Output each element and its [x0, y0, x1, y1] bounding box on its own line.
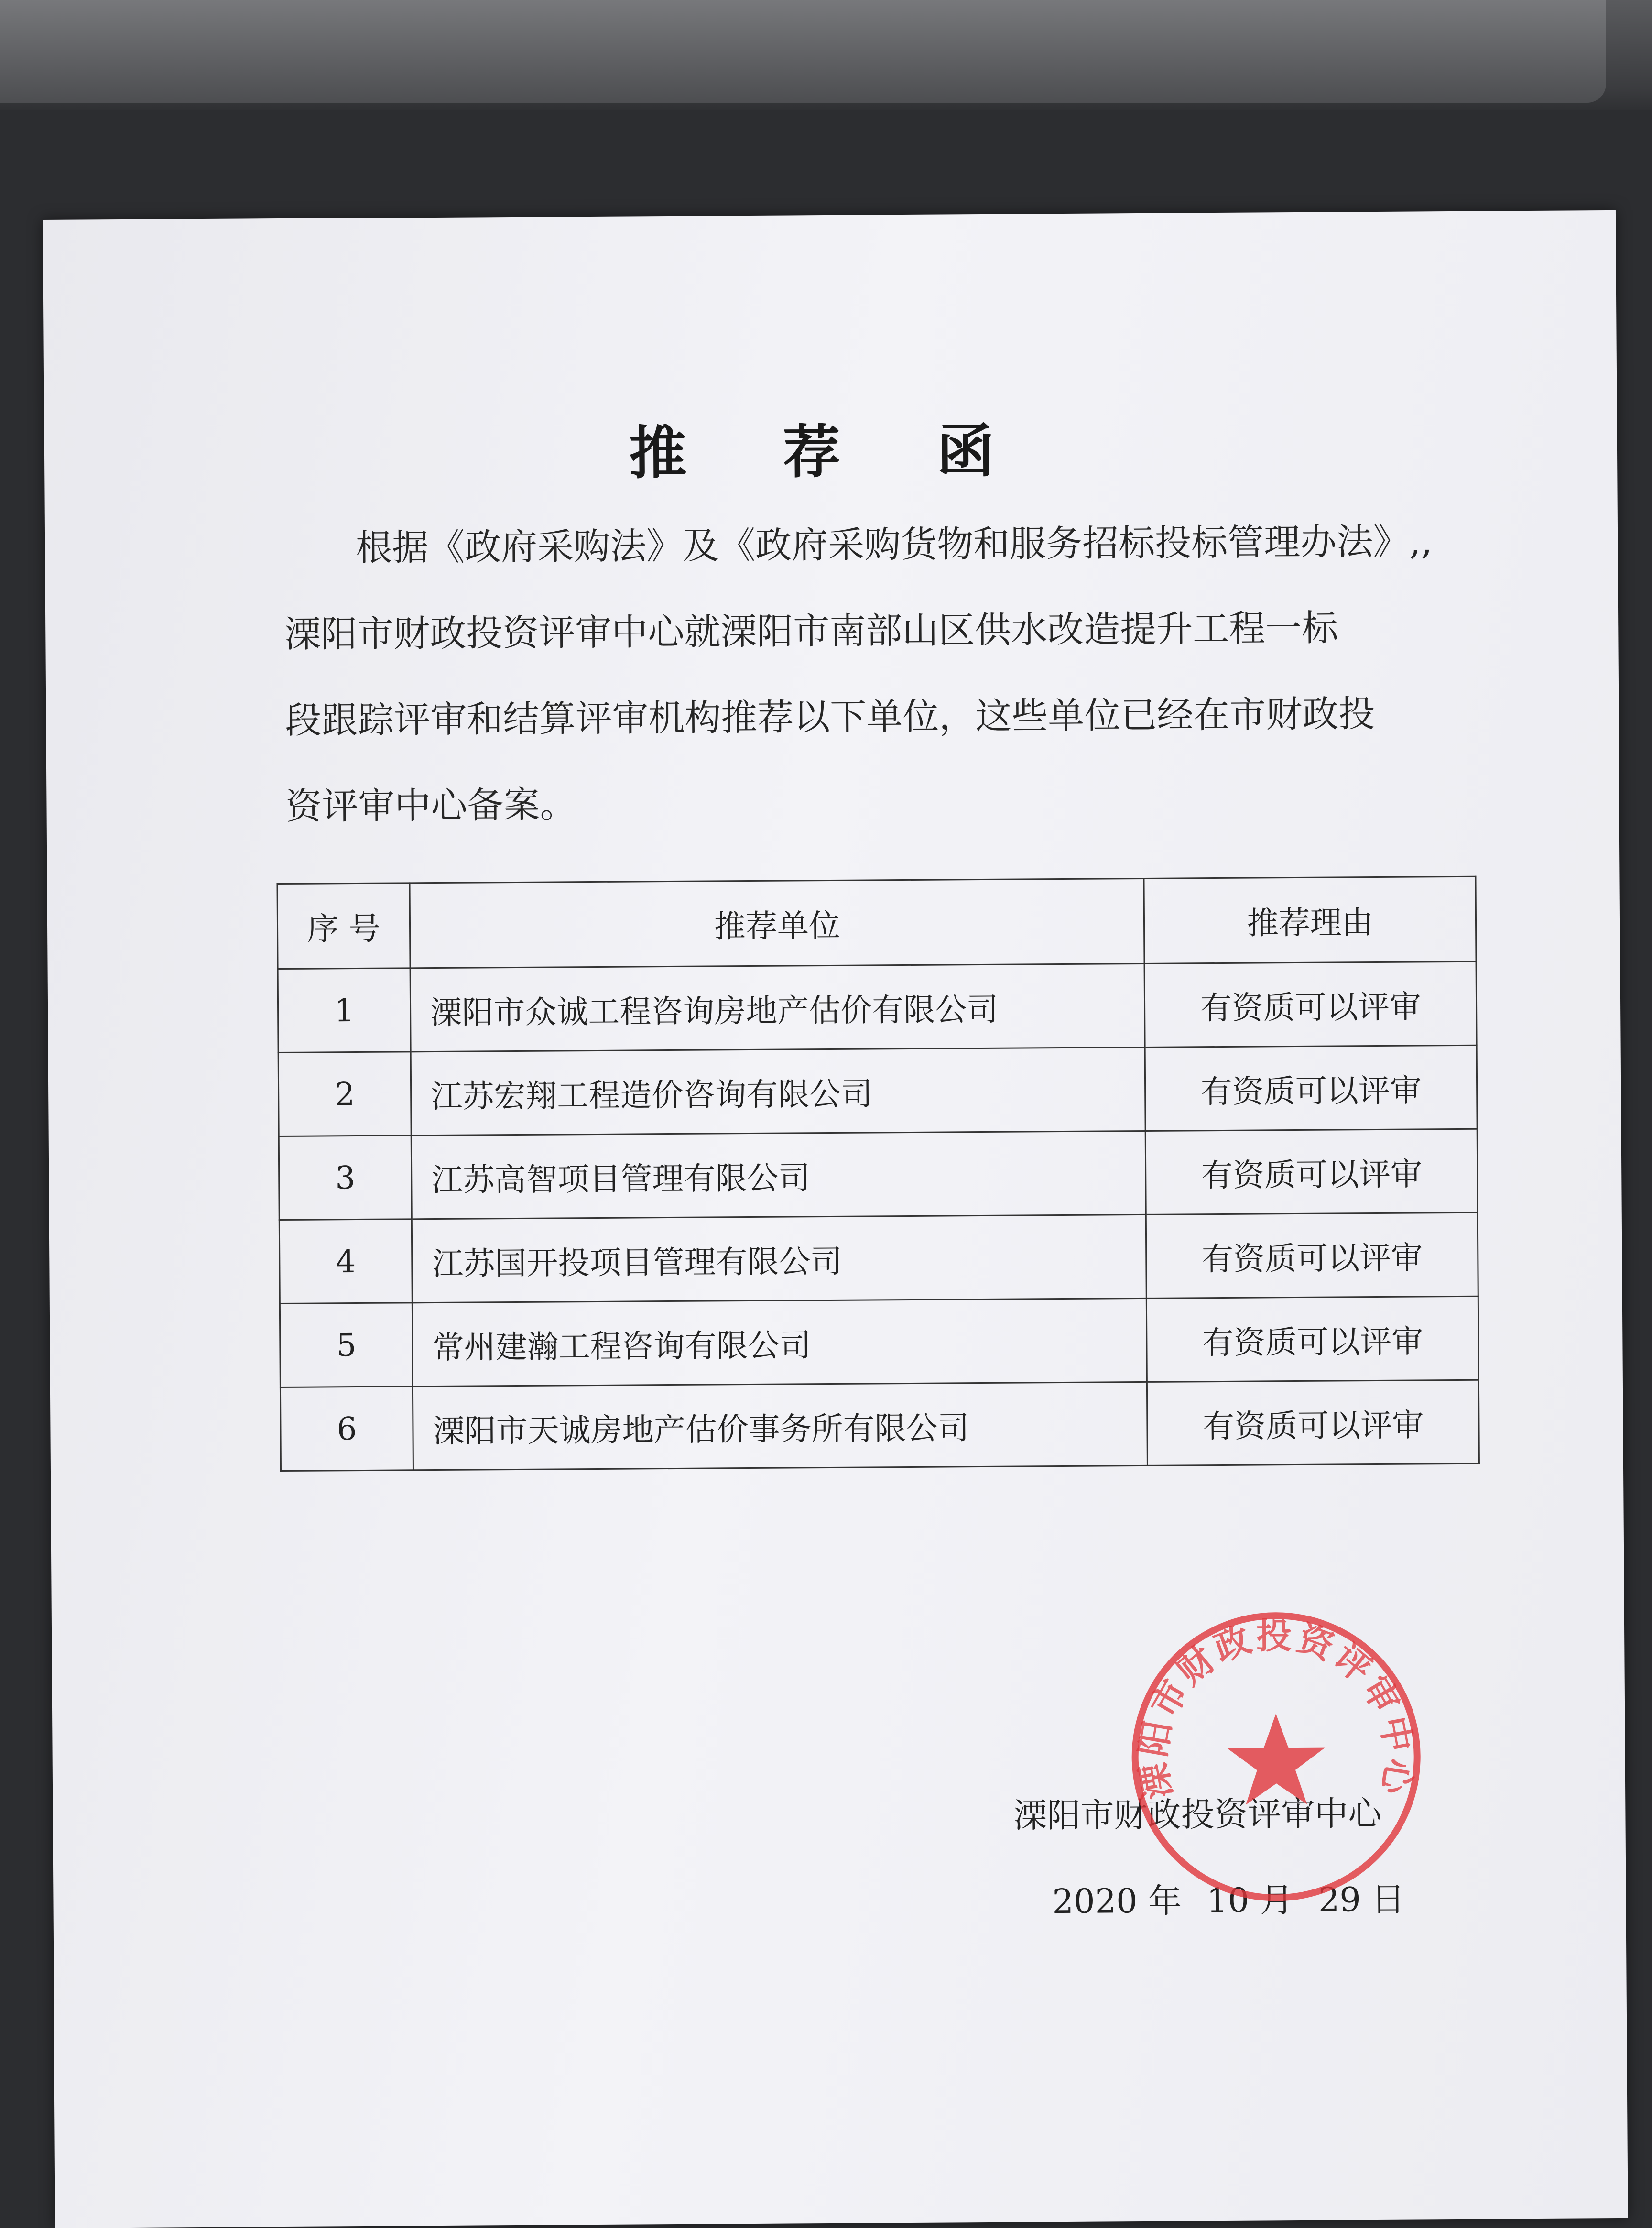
cell-seq: 4	[279, 1219, 412, 1304]
table-row	[280, 1296, 1478, 1387]
cell-reason: 有资质可以评审	[1147, 1296, 1479, 1382]
table-header-row	[277, 876, 1476, 969]
date-year-unit: 年	[1148, 1881, 1182, 1921]
signature-org: 溧阳市财政投资评审中心	[1013, 1793, 1382, 1835]
cell-reason: 有资质可以评审	[1145, 961, 1477, 1047]
cell-seq: 2	[278, 1052, 411, 1136]
document-title: 推 荐 函	[629, 417, 1033, 487]
cell-unit: 溧阳市众诚工程咨询房地产估价有限公司	[410, 963, 1145, 1051]
cell-reason: 有资质可以评审	[1146, 1212, 1478, 1298]
date-day-unit: 日	[1371, 1879, 1405, 1920]
body-paragraph	[284, 498, 1471, 850]
cell-unit: 溧阳市天诚房地产估价事务所有限公司	[413, 1382, 1148, 1470]
cell-unit: 江苏宏翔工程造价咨询有限公司	[411, 1047, 1145, 1135]
table-row	[280, 1380, 1479, 1471]
cell-unit: 常州建瀚工程咨询有限公司	[413, 1298, 1147, 1386]
document-page	[43, 210, 1628, 2228]
paragraph-line: 溧阳市财政投资评审中心就溧阳市南部山区供水改造提升工程一标	[284, 606, 1338, 655]
seal-text: 溧阳市财政投资评审中心	[1132, 1615, 1420, 1802]
table-row	[278, 961, 1477, 1052]
cell-reason: 有资质可以评审	[1147, 1380, 1479, 1465]
date-year: 2020	[1052, 1881, 1138, 1922]
cell-seq: 5	[280, 1303, 413, 1387]
desk-background	[0, 0, 1652, 110]
star-icon	[1227, 1714, 1325, 1805]
laptop-edge	[0, 0, 1606, 103]
cell-unit: 江苏国开投项目管理有限公司	[412, 1214, 1146, 1302]
header-reason: 推荐理由	[1144, 876, 1476, 963]
date-day: 29	[1318, 1880, 1361, 1920]
table-row	[279, 1212, 1478, 1303]
cell-seq: 1	[278, 968, 411, 1053]
date-month: 10	[1206, 1880, 1250, 1921]
header-seq: 序 号	[277, 883, 410, 969]
cell-reason: 有资质可以评审	[1145, 1045, 1478, 1131]
paragraph-line: 资评审中心备案。	[285, 783, 576, 828]
table-row	[279, 1129, 1478, 1220]
recommendation-table	[276, 876, 1479, 1472]
paragraph-line: 段跟踪评审和结算评审机构推荐以下单位，这些单位已经在市财政投	[285, 692, 1375, 742]
cell-unit: 江苏高智项目管理有限公司	[411, 1131, 1146, 1219]
cell-seq: 3	[279, 1136, 412, 1220]
official-seal	[1127, 1607, 1425, 1906]
header-unit: 推荐单位	[410, 878, 1144, 968]
date-month-unit: 月	[1260, 1880, 1293, 1920]
paragraph-line: 根据《政府采购法》及《政府采购货物和服务招标投标管理办法》,,	[355, 520, 1433, 569]
table-row	[278, 1045, 1477, 1136]
cell-reason: 有资质可以评审	[1146, 1129, 1478, 1214]
cell-seq: 6	[280, 1387, 413, 1471]
